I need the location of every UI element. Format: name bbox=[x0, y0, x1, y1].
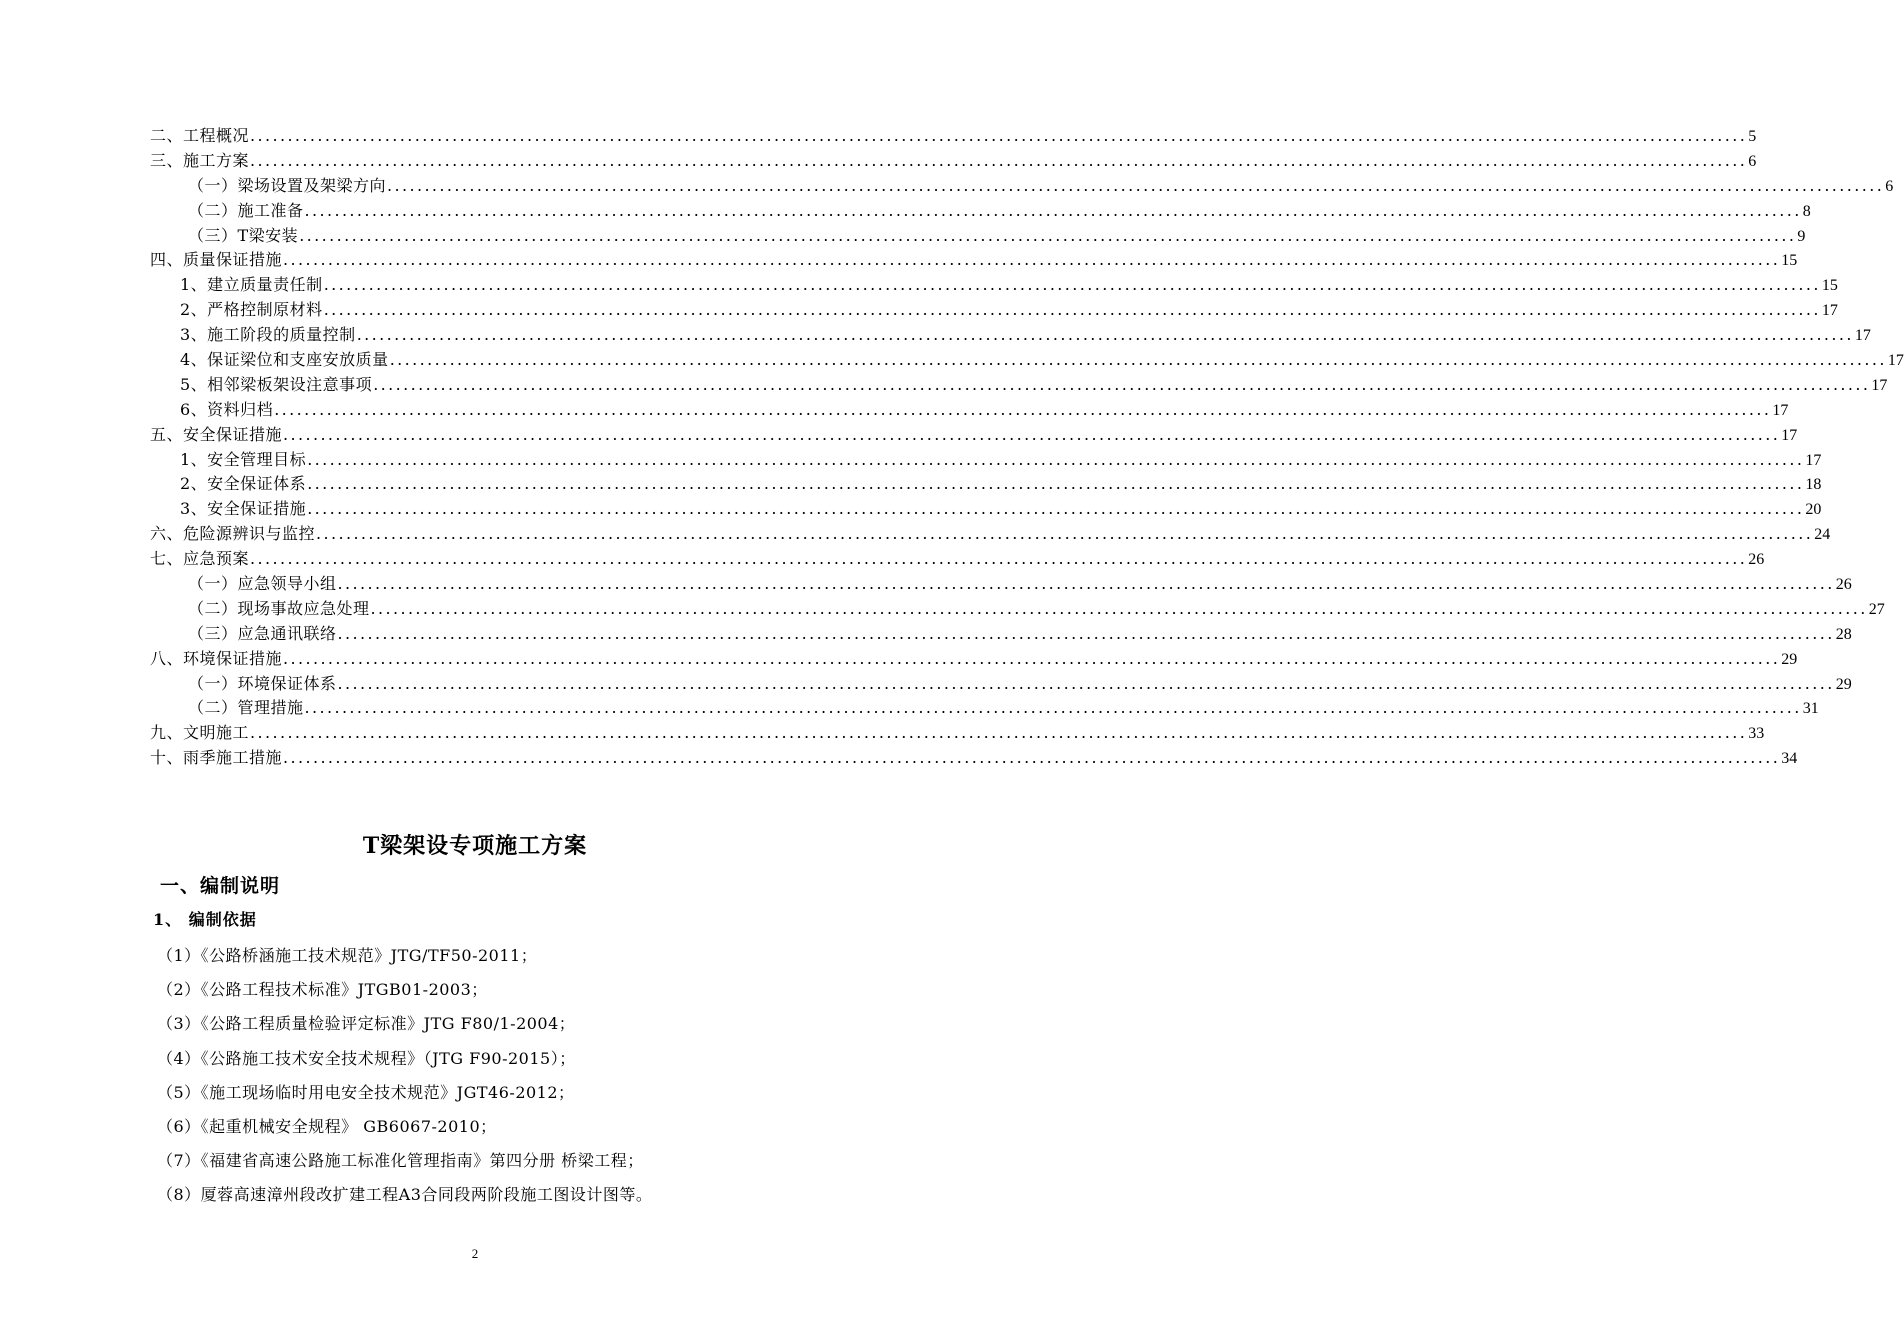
toc-entry-page: 24 bbox=[1814, 526, 1831, 544]
toc-entry-page: 18 bbox=[1805, 476, 1822, 494]
toc-entry-page: 15 bbox=[1781, 252, 1798, 270]
reference-item: （4）《公路施工技术安全技术规程》（JTG F90-2015）； bbox=[157, 1048, 576, 1068]
toc-entry-title: 九、文明施工 bbox=[150, 723, 250, 743]
toc-leader-dots: ........................................................................................................................................................................................................ bbox=[337, 673, 1835, 693]
toc-entry[interactable] bbox=[150, 348, 1904, 373]
toc-entry-title: 2、安全保证体系 bbox=[180, 474, 307, 494]
toc-entry-title: 6、资料归档 bbox=[180, 399, 274, 419]
toc-entry-title: 十、雨季施工措施 bbox=[150, 748, 283, 768]
reference-item: （5）《施工现场临时用电安全技术规范》JGT46-2012； bbox=[157, 1082, 575, 1102]
toc-leader-dots: ........................................................................................................................................................................................................ bbox=[356, 325, 1854, 345]
toc-entry[interactable] bbox=[150, 572, 1852, 597]
toc-entry[interactable] bbox=[150, 199, 1811, 224]
toc-entry[interactable] bbox=[150, 547, 1765, 572]
toc-entry-title: （二）施工准备 bbox=[188, 200, 304, 220]
toc-entry-page: 17 bbox=[1805, 451, 1822, 469]
toc-leader-dots: ........................................................................................................................................................................................................ bbox=[283, 748, 1781, 768]
toc-entry-title: 八、环境保证措施 bbox=[150, 648, 283, 668]
toc-leader-dots: ........................................................................................................................................................................................................ bbox=[373, 374, 1871, 394]
toc-leader-dots: ........................................................................................................................................................................................................ bbox=[304, 200, 1802, 220]
toc-entry-page: 17 bbox=[1821, 302, 1838, 320]
reference-item: （6）《起重机械安全规程》 GB6067-2010； bbox=[157, 1116, 497, 1136]
toc-leader-dots: ........................................................................................................................................................................................................ bbox=[323, 300, 1821, 320]
toc-leader-dots: ........................................................................................................................................................................................................ bbox=[316, 524, 1814, 544]
toc-entry-page: 8 bbox=[1802, 202, 1811, 220]
toc-entry-title: （二）现场事故应急处理 bbox=[188, 598, 370, 618]
toc-entry[interactable] bbox=[150, 273, 1838, 298]
reference-item: （7）《福建省高速公路施工标准化管理指南》第四分册 桥梁工程； bbox=[157, 1151, 644, 1171]
toc-entry-title: （三）T梁安装 bbox=[188, 225, 299, 245]
toc-entry[interactable] bbox=[150, 472, 1822, 497]
toc-leader-dots: ........................................................................................................................................................................................................ bbox=[307, 449, 1805, 469]
toc-entry-title: （一）梁场设置及架梁方向 bbox=[188, 175, 387, 195]
toc-leader-dots: ........................................................................................................................................................................................................ bbox=[299, 225, 1797, 245]
toc-entry[interactable] bbox=[150, 672, 1852, 697]
toc-entry[interactable] bbox=[150, 174, 1894, 199]
toc-leader-dots: ........................................................................................................................................................................................................ bbox=[250, 549, 1748, 569]
toc-entry[interactable] bbox=[150, 124, 1757, 149]
toc-entry-page: 27 bbox=[1868, 600, 1885, 618]
toc-entry-title: 3、安全保证措施 bbox=[180, 499, 307, 519]
toc-entry[interactable] bbox=[150, 448, 1822, 473]
toc-entry-page: 17 bbox=[1781, 426, 1798, 444]
toc-entry[interactable] bbox=[150, 721, 1765, 746]
reference-item: （8）厦蓉高速漳州段改扩建工程A3合同段两阶段施工图设计图等。 bbox=[157, 1185, 653, 1205]
toc-leader-dots: ........................................................................................................................................................................................................ bbox=[323, 275, 1821, 295]
toc-entry-page: 29 bbox=[1781, 650, 1798, 668]
toc-entry-page: 34 bbox=[1781, 750, 1798, 768]
toc-entry-page: 17 bbox=[1871, 376, 1888, 394]
toc-leader-dots: ........................................................................................................................................................................................................ bbox=[283, 250, 1781, 270]
toc-entry[interactable] bbox=[150, 224, 1806, 249]
toc-entry-title: 1、建立质量责任制 bbox=[180, 275, 323, 295]
toc-leader-dots: ........................................................................................................................................................................................................ bbox=[283, 424, 1781, 444]
toc-leader-dots: ........................................................................................................................................................................................................ bbox=[304, 698, 1802, 718]
toc-entry-page: 17 bbox=[1854, 327, 1871, 345]
toc-entry-title: （二）管理措施 bbox=[188, 698, 304, 718]
toc-entry-page: 6 bbox=[1885, 177, 1894, 195]
toc-leader-dots: ........................................................................................................................................................................................................ bbox=[250, 150, 1748, 170]
toc-entry[interactable] bbox=[150, 423, 1798, 448]
toc-entry-page: 17 bbox=[1772, 401, 1789, 419]
toc-entry-title: 2、严格控制原材料 bbox=[180, 300, 323, 320]
toc-entry-page: 33 bbox=[1748, 725, 1765, 743]
toc-entry[interactable] bbox=[150, 522, 1831, 547]
toc-leader-dots: ........................................................................................................................................................................................................ bbox=[387, 175, 1885, 195]
toc-entry-title: 六、危险源辨识与监控 bbox=[150, 524, 316, 544]
toc-entry-title: 1、安全管理目标 bbox=[180, 449, 307, 469]
toc-entry-title: （一）应急领导小组 bbox=[188, 574, 337, 594]
page-number: 2 bbox=[471, 1246, 479, 1261]
toc-entry-title: 3、施工阶段的质量控制 bbox=[180, 325, 356, 345]
toc-entry[interactable] bbox=[150, 323, 1871, 348]
toc-leader-dots: ........................................................................................................................................................................................................ bbox=[337, 623, 1835, 643]
toc-entry-page: 6 bbox=[1748, 152, 1757, 170]
toc-entry-page: 17 bbox=[1887, 352, 1904, 370]
toc-entry-title: 4、保证梁位和支座安放质量 bbox=[180, 350, 389, 370]
toc-entry-title: 二、工程概况 bbox=[150, 126, 250, 145]
toc-entry[interactable] bbox=[150, 746, 1798, 771]
toc-leader-dots: ........................................................................................................................................................................................................ bbox=[389, 350, 1887, 370]
toc-entry-page: 26 bbox=[1748, 551, 1765, 569]
section-heading: 一、编制说明 bbox=[160, 875, 281, 897]
toc-entry-page: 9 bbox=[1797, 227, 1806, 245]
toc-entry[interactable] bbox=[150, 696, 1819, 721]
toc-leader-dots: ........................................................................................................................................................................................................ bbox=[283, 648, 1781, 668]
toc-entry-title: （一）环境保证体系 bbox=[188, 673, 337, 693]
toc-entry-page: 20 bbox=[1805, 501, 1822, 519]
toc-entry[interactable] bbox=[150, 622, 1852, 647]
subsection-heading: 1、 编制依据 bbox=[153, 910, 257, 929]
toc-entry-title: 七、应急预案 bbox=[150, 549, 250, 569]
toc-leader-dots: ........................................................................................................................................................................................................ bbox=[337, 574, 1835, 594]
toc-entry[interactable] bbox=[150, 373, 1888, 398]
toc-leader-dots: ........................................................................................................................................................................................................ bbox=[307, 474, 1805, 494]
toc-entry-page: 15 bbox=[1821, 277, 1838, 295]
toc-entry-title: （三）应急通讯联络 bbox=[188, 623, 337, 643]
toc-entry-title: 四、质量保证措施 bbox=[150, 250, 283, 270]
toc-entry[interactable] bbox=[150, 497, 1822, 522]
toc-entry-title: 三、施工方案 bbox=[150, 150, 250, 170]
toc-entry-title: 五、安全保证措施 bbox=[150, 424, 283, 444]
toc-entry[interactable] bbox=[150, 647, 1798, 672]
table-of-contents bbox=[150, 124, 1904, 771]
toc-entry-page: 31 bbox=[1802, 700, 1819, 718]
toc-entry-page: 29 bbox=[1835, 675, 1852, 693]
document-title: T梁架设专项施工方案 bbox=[362, 833, 588, 859]
toc-entry[interactable] bbox=[150, 398, 1789, 423]
toc-leader-dots: ........................................................................................................................................................................................................ bbox=[250, 126, 1748, 145]
toc-leader-dots: ........................................................................................................................................................................................................ bbox=[250, 723, 1748, 743]
toc-entry-page: 5 bbox=[1748, 128, 1757, 145]
reference-list bbox=[157, 942, 857, 1216]
toc-entry-title: 5、相邻梁板架设注意事项 bbox=[180, 374, 373, 394]
reference-item: （1）《公路桥涵施工技术规范》JTG/TF50-2011； bbox=[157, 946, 538, 965]
toc-entry[interactable] bbox=[150, 149, 1757, 174]
toc-entry[interactable] bbox=[150, 248, 1798, 273]
toc-leader-dots: ........................................................................................................................................................................................................ bbox=[274, 399, 1772, 419]
toc-leader-dots: ........................................................................................................................................................................................................ bbox=[370, 598, 1868, 618]
reference-item: （2）《公路工程技术标准》JTGB01-2003； bbox=[157, 980, 488, 1000]
toc-entry[interactable] bbox=[150, 298, 1838, 323]
toc-entry-page: 26 bbox=[1835, 576, 1852, 594]
toc-entry[interactable] bbox=[150, 597, 1885, 622]
reference-item: （3）《公路工程质量检验评定标准》JTG F80/1-2004； bbox=[157, 1014, 576, 1034]
toc-leader-dots: ........................................................................................................................................................................................................ bbox=[307, 499, 1805, 519]
toc-entry-page: 28 bbox=[1835, 625, 1852, 643]
